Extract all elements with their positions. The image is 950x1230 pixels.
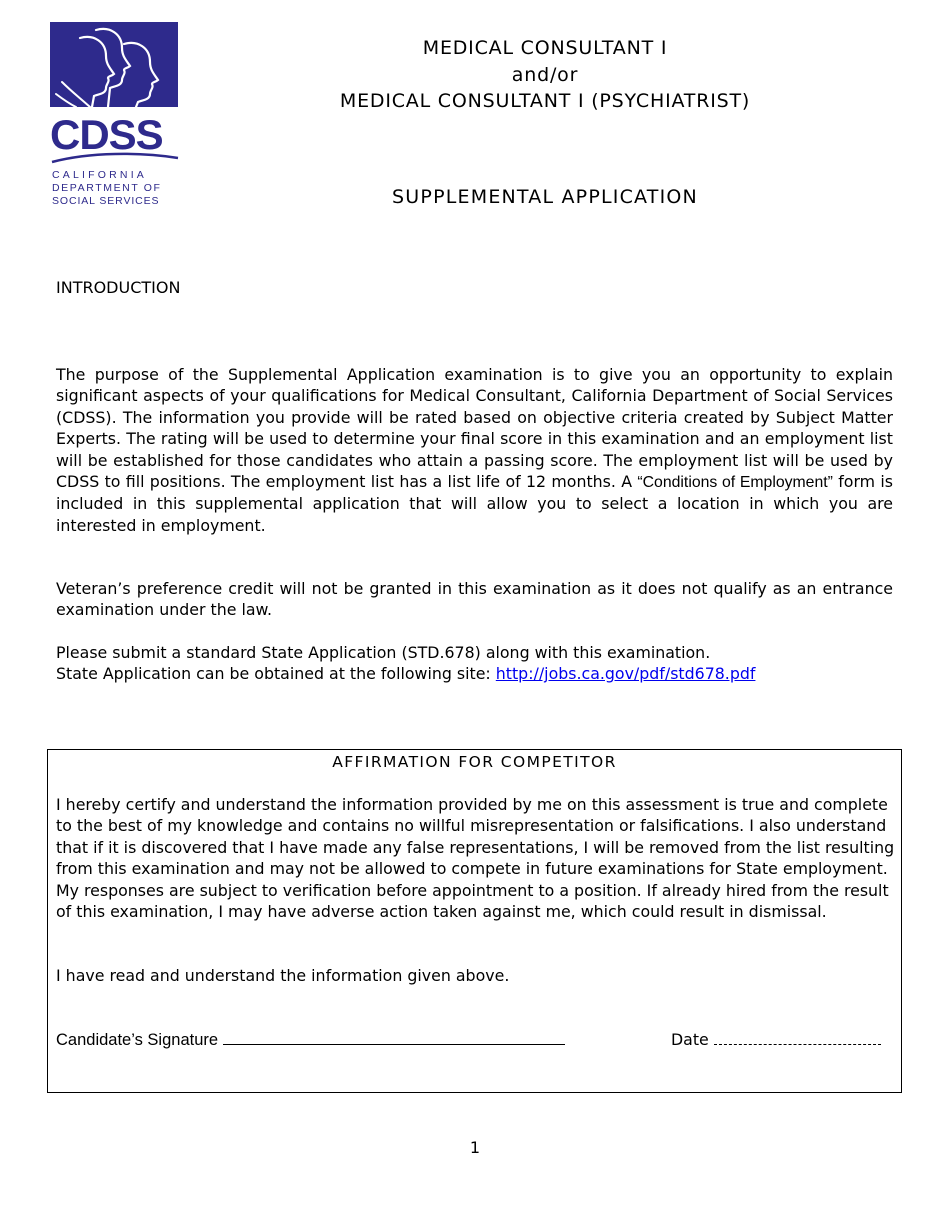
intro-paragraph-application (56, 642, 893, 685)
date-field[interactable] (714, 1030, 881, 1045)
logo-brand-text: CDSS (50, 111, 163, 158)
logo-sub-line-1: CALIFORNIA (52, 169, 148, 181)
application-source-line (56, 663, 893, 684)
date-label: Date (671, 1030, 709, 1049)
purpose-text-part2: form is included in this supplemental application that will allow you to select a location in which you are interested in employment. (56, 472, 893, 535)
date-row (671, 1030, 881, 1049)
affirmation-read-statement: I have read and understand the information given above. (56, 966, 510, 985)
document-subtitle: SUPPLEMENTAL APPLICATION (392, 186, 698, 208)
application-source-text: State Application can be obtained at the following site: (56, 664, 496, 684)
affirmation-title: AFFIRMATION FOR COMPETITOR (332, 753, 617, 771)
title-line-1: MEDICAL CONSULTANT I (422, 37, 668, 59)
intro-paragraph-veterans: Veteran’s preference credit will not be granted in this examination as it does not qualify as an entrance examination under the law. (56, 579, 893, 620)
signature-field[interactable] (223, 1030, 565, 1045)
submit-instruction: Please submit a standard State Application (STD.678) along with this examination. (56, 643, 711, 662)
signature-label: Candidate’s Signature (56, 1031, 219, 1049)
logo-swoosh-icon (50, 152, 180, 166)
page-number: 1 (469, 1138, 481, 1157)
profile-heads-emblem (50, 22, 178, 107)
std678-link[interactable]: http://jobs.ca.gov/pdf/std678.pdf (495, 664, 756, 684)
intro-heading: INTRODUCTION (56, 278, 181, 297)
title-line-3: MEDICAL CONSULTANT I (PSYCHIATRIST) (339, 90, 751, 112)
logo-sub-line-2: DEPARTMENT OF (52, 182, 162, 194)
heads-silhouette-icon (50, 22, 178, 107)
purpose-text-part1: The purpose of the Supplemental Application examination is to give you an opportunity to explain significant aspects of your qualifications for Medical Consultant, California Department of Social Services (CDSS). The information you provide will be rated based on objective criteria created by Subject Matter Experts. The rating will be used to determine your final score in this examination and an employment list will be established for those candidates who attain a passing score. The employment list will be used by CDSS to fill positions. The employment list has a list life of 12 months. A (56, 365, 893, 492)
candidate-signature-row (56, 1030, 565, 1050)
document-title (230, 35, 860, 115)
intro-paragraph-purpose (56, 364, 893, 536)
title-line-2: and/or (511, 63, 579, 86)
cdss-logo (50, 22, 180, 210)
affirmation-body: I hereby certify and understand the information provided by me on this assessment is true and complete to the best of my knowledge and contains no willful misrepresentation or falsifications. I also understand that if it is discovered that I have made any false representations, I will be removed from the list resulting from this examination and may not be allowed to compete in future examinations for State employment. My responses are subject to verification before appointment to a position. If already hired from the result of this examination, I may have adverse action taken against me, which could result in dismissal. (56, 795, 895, 922)
logo-subtitle (52, 169, 180, 208)
logo-sub-line-3: SOCIAL SERVICES (52, 195, 160, 207)
affirmation-box (47, 749, 902, 1093)
conditions-of-employment-term: “Conditions of Employment” (637, 474, 833, 492)
